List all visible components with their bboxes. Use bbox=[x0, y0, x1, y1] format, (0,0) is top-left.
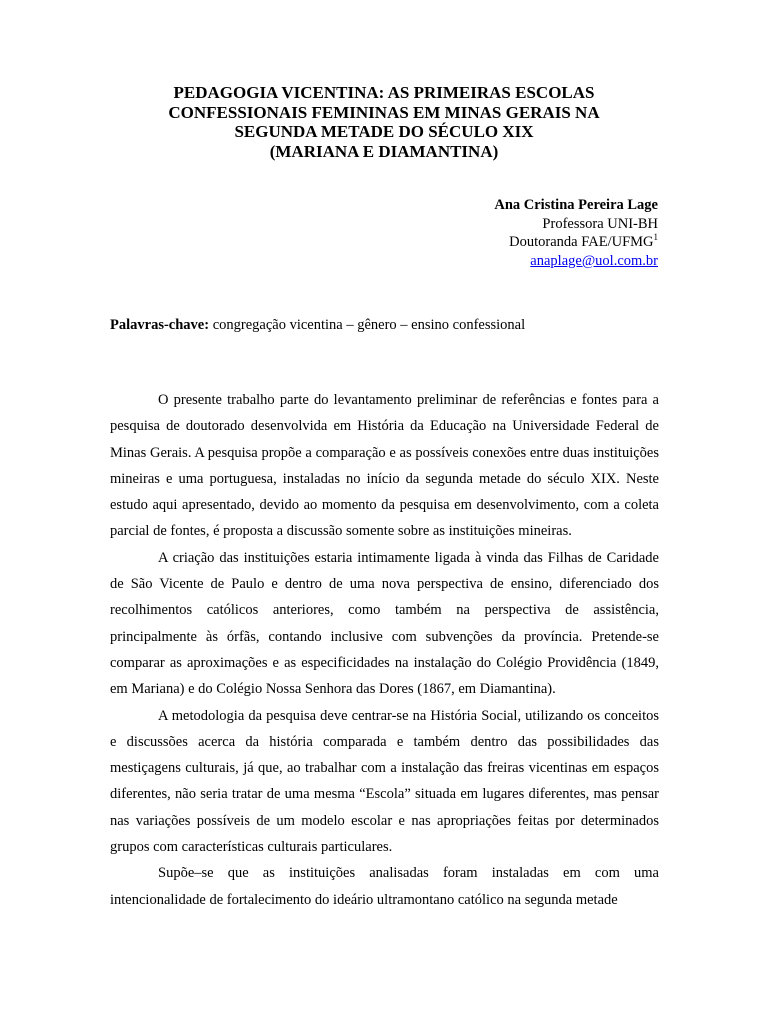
title-line-4: (MARIANA E DIAMANTINA) bbox=[269, 141, 499, 161]
paragraph-3: A metodologia da pesquisa deve centrar-se na História Social, utilizando os conceitos e discussões acerca da história comparada e também dentro das possibilidades das mestiçagens culturais, já que, ao trabalhar com a instalação das freiras vicentinas em espaços diferentes, não seria tratar de uma mesma “Escola” situada em lugares diferentes, mas pensar nas variações possíveis de um modelo escolar e nas apropriações feitas por determinados grupos com características culturais particulares. bbox=[110, 707, 659, 856]
paragraph-2: A criação das instituições estaria intimamente ligada à vinda das Filhas de Caridade de São Vicente de Paulo e dentro de uma nova perspectiva de ensino, diferenciado dos recolhimentos católicos anteriores, como também na perspectiva de assistência, principalmente às órfãs, contando inclusive com subvenções da província. Pretende-se comparar as aproximações e as especificidades na instalação do Colégio Providência (1849, em Mariana) e do Colégio Nossa Senhora das Dores (1867, em Diamantina). bbox=[110, 549, 659, 698]
paper-title bbox=[100, 83, 668, 161]
title-line-1: PEDAGOGIA VICENTINA: AS PRIMEIRAS ESCOLAS bbox=[173, 83, 595, 102]
keywords-line bbox=[110, 316, 525, 334]
keywords-text: congregação vicentina – gênero – ensino confessional bbox=[212, 317, 526, 333]
author-block bbox=[494, 196, 658, 270]
body-text bbox=[110, 387, 659, 913]
author-affiliation-line bbox=[494, 233, 658, 252]
author-email-line bbox=[494, 252, 658, 271]
title-line-2: CONFESSIONAIS FEMININAS EM MINAS GERAIS NA bbox=[168, 102, 600, 122]
author-email-link[interactable]: anaplage@uol.com.br bbox=[530, 252, 658, 269]
keywords-label: Palavras-chave: bbox=[110, 317, 210, 333]
author-role: Professora UNI-BH bbox=[542, 215, 658, 232]
paragraph-1: O presente trabalho parte do levantamento preliminar de referências e fontes para a pesquisa de doutorado desenvolvida em História da Educação na Universidade Federal de Minas Gerais. A pesquisa propõe a comparação e as possíveis conexões entre duas instituições mineiras e uma portuguesa, instaladas no início da segunda metade do século XIX. Neste estudo aqui apresentado, devido ao momento da pesquisa em desenvolvimento, com a coleta parcial de fontes, é proposta a discussão somente sobre as instituições mineiras. bbox=[110, 392, 659, 540]
footnote-marker[interactable]: 1 bbox=[653, 232, 658, 242]
paragraph-4: Supõe–se que as instituições analisadas foram instaladas em com uma intencionalidade de fortalecimento do ideário ultramontano católico na segunda metade bbox=[110, 865, 659, 908]
author-affiliation: Doutoranda FAE/UFMG bbox=[509, 234, 654, 250]
title-line-3: SEGUNDA METADE DO SÉCULO XIX bbox=[234, 122, 534, 141]
author-name: Ana Cristina Pereira Lage bbox=[494, 197, 658, 213]
